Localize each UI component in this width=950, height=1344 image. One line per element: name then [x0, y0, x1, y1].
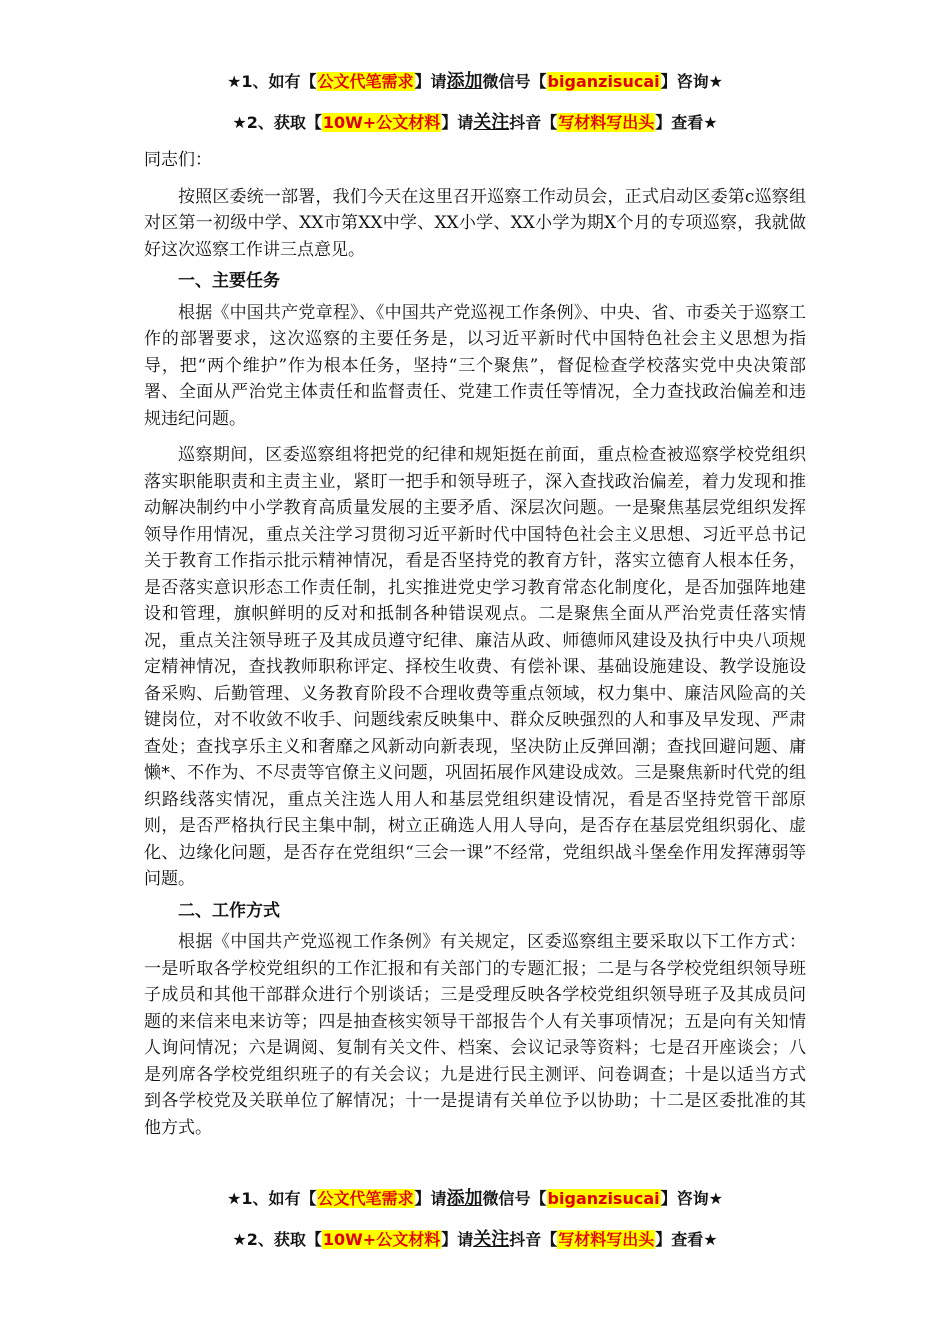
- highlight-materials: 10W+公文材料: [322, 113, 441, 132]
- salutation: 同志们：: [144, 150, 212, 170]
- section-heading-1: 一、主要任务: [178, 271, 280, 291]
- promo-banner-top-line2: ★2、获取【10W+公文材料】请关注抖音【写材料写出头】查看★: [232, 112, 718, 133]
- section1-paragraph-2: 巡察期间，区委巡察组将把党的纪律和规矩挺在前面，重点检查被巡察学校党组织落实职能职责和主责主业，紧盯一把手和领导班子，深入查找政治偏差，着力发现和推动解决制约中小学教育高质量发展的主要矛盾、深层次问题。一是聚焦基层党组织发挥领导作用情况，重点关注学习贯彻习近平新时代中国特色社会主义思想、习近平总书记关于教育工作指示批示精神情况，看是否坚持党的教育方针，落实立德育人根本任务，是否落实意识形态工作责任制，扎实推进党史学习教育常态化制度化，是否加强阵地建设和管理，旗帜鲜明的反对和抵制各种错误观点。二是聚焦全面从严治党责任落实情况，重点关注领导班子及其成员遵守纪律、廉洁从政、师德师风建设及执行中央八项规定精神情况，查找教师职称评定、择校生收费、有偿补课、基础设施建设、教学设施设备采购、后勤管理、义务教育阶段不合理收费等重点领域，权力集中、廉洁风险高的关键岗位，对不收敛不收手、问题线索反映集中、群众反映强烈的人和事及早发现、严肃查处；查找享乐主义和奢靡之风新动向新表现，坚决防止反弹回潮；查找回避问题、庸懒*、不作为、不尽责等官僚主义问题，巩固拓展作风建设成效。三是聚焦新时代党的组织路线落实情况，重点关注选人用人和基层党组织建设情况，看是否坚持党管干部原则，是否严格执行民主集中制，树立正确选人用人导向，是否存在基层党组织弱化、虚化、边缘化问题，是否存在党组织“三会一课”不经常，党组织战斗堡垒作用发挥薄弱等问题。: [144, 445, 806, 889]
- section2-paragraph-1: 根据《中国共产党巡视工作条例》有关规定，区委巡察组主要采取以下工作方式：一是听取各学校党组织的工作汇报和有关部门的专题汇报；二是与各学校党组织领导班子成员和其他干部群众进行个别谈话；三是受理反映各学校党组织领导班子及其成员问题的来信来电来访等；四是抽查核实领导干部报告个人有关事项情况；五是向有关知情人询问情况；六是调阅、复制有关文件、档案、会议记录等资料；七是召开座谈会；八是列席各学校党组织班子的有关会议；九是进行民主测评、问卷调查；十是以适当方式到各学校党及关联单位了解情况；十一是提请有关单位予以协助；十二是区委批准的其他方式。: [144, 932, 806, 1138]
- promo-banner-bottom-line1: ★1、如有【公文代笔需求】请添加微信号【biganzisucai】咨询★: [227, 1188, 723, 1209]
- highlight-service: 公文代笔需求: [317, 72, 414, 91]
- highlight-wechat-id: biganzisucai: [547, 72, 660, 91]
- promo-banner-bottom-line2: ★2、获取【10W+公文材料】请关注抖音【写材料写出头】查看★: [232, 1229, 718, 1250]
- highlight-wechat-id: biganzisucai: [547, 1189, 660, 1208]
- section-heading-2: 二、工作方式: [178, 900, 280, 921]
- highlight-service: 公文代笔需求: [317, 1189, 414, 1208]
- intro-paragraph: 按照区委统一部署，我们今天在这里召开巡察工作动员会，正式启动区委第c巡察组对区第一初级中学、XX市第XX中学、XX小学、XX小学为期X个月的专项巡察，我就做好这次巡察工作讲三点意见。: [144, 186, 806, 260]
- section1-paragraph-1: 根据《中国共产党章程》、《中国共产党巡视工作条例》、中央、省、市委关于巡察工作的部署要求，这次巡察的主要任务是，以习近平新时代中国特色社会主义思想为指导，把“两个维护”作为根本任务，坚持“三个聚焦”，督促检查学校落实党中央决策部署、全面从严治党主体责任和监督责任、党建工作责任等情况，全力查找政治偏差和违规违纪问题。: [144, 302, 806, 429]
- document-body: [144, 147, 806, 1141]
- highlight-douyin: 写材料写出头: [558, 113, 655, 132]
- promo-banner-top-line1: ★1、如有【公文代笔需求】请添加微信号【biganzisucai】咨询★: [227, 71, 723, 92]
- highlight-materials: 10W+公文材料: [322, 1230, 441, 1249]
- highlight-douyin: 写材料写出头: [558, 1230, 655, 1249]
